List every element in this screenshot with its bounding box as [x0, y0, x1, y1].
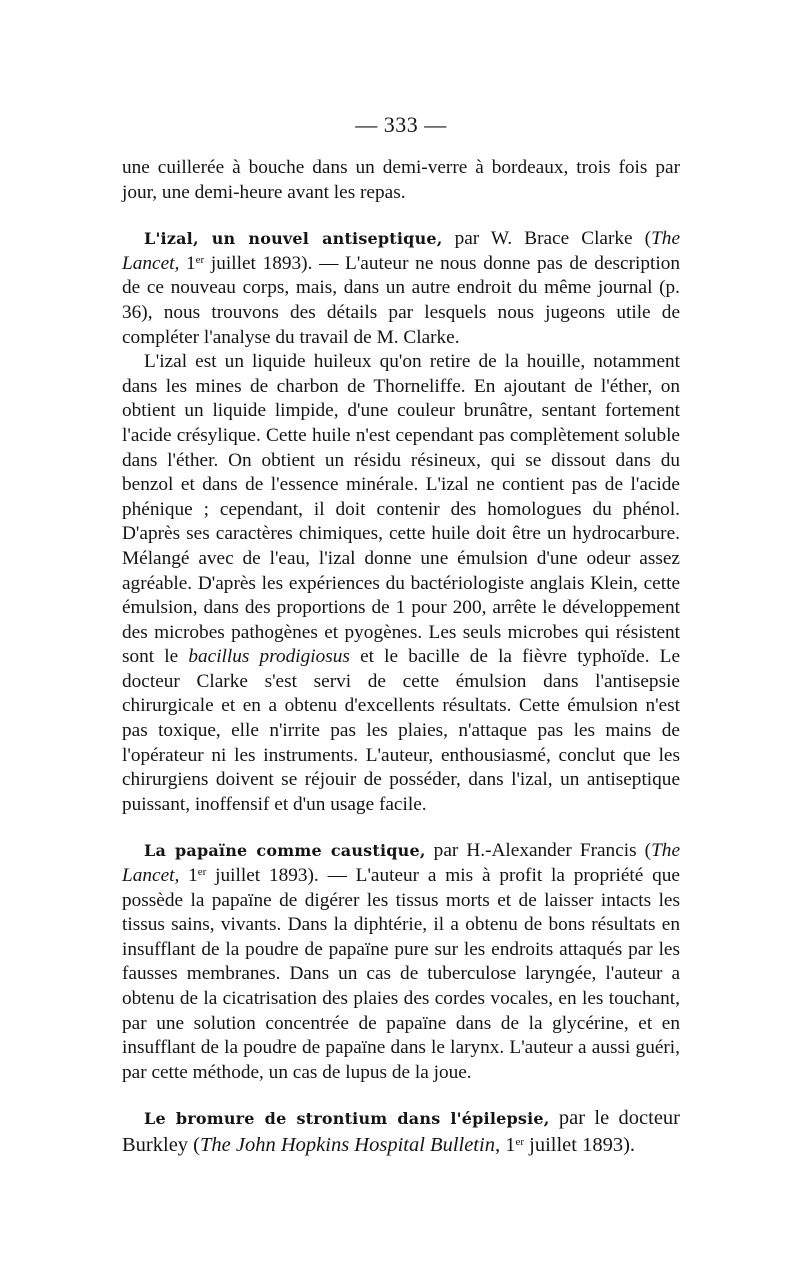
article-heading: Le bromure de strontium dans l'épilepsie,: [144, 1109, 550, 1129]
article-text: L'izal est un liquide huileux qu'on retire de la houille, notamment dans les mines de charbon de Thorneliffe. En ajoutant de l'éther, on obtient un liquide limpide, d'une couleur brunâtre, sentant fortement l'acide crésylique. Cette huile n'est cependant pas complètement soluble dans l'éther. On obtient un résidu résineux, qui se dissout dans du benzol et dans de l'essence minérale. L'izal ne contient pas de l'acide phénique ; cependant, il doit contenir des homologues du phénol. D'après ses caractères chimiques, cette huile doit être un hydrocarbure. Mélangé avec de l'eau, l'izal donne une émulsion d'une odeur assez agréable. D'après les expériences du bactériologiste anglais Klein, cette émulsion, dans des proportions de 1 pour 200, arrête le développement des microbes pathogènes et pyogènes. Les seuls microbes qui résistent sont le: [122, 351, 680, 668]
journal-name: The Lancet,: [122, 228, 680, 274]
page-number-value: 333: [383, 112, 419, 137]
article-izal: [122, 227, 680, 350]
article-text: 1: [179, 865, 198, 887]
article-izal-body: [122, 350, 680, 817]
page-number: [122, 112, 680, 138]
ordinal-suffix: er: [195, 253, 205, 266]
paragraph-continuation: [122, 156, 680, 205]
page-number-dash-left: —: [355, 112, 378, 137]
article-heading: La papaïne comme caustique,: [144, 841, 426, 861]
article-text: par le docteur Burkley (: [122, 1107, 680, 1157]
article-text: par W. Brace Clarke (: [442, 228, 652, 250]
page-number-dash-right: —: [424, 112, 447, 137]
article-bromure: [122, 1105, 680, 1158]
journal-name: The Lancet,: [122, 840, 680, 887]
ordinal-suffix: er: [515, 1136, 524, 1149]
journal-name: The John Hopkins Hospital Bulletin,: [200, 1134, 501, 1157]
article-text: juillet 1893). — L'auteur a mis à profit la propriété que possède la papaïne de digérer les tissus morts et de laisser intacts les tissus sains, vivants. Dans la diphtérie, il a obtenu de bons résultats en insufflant de la poudre de papaïne pure sur les endroits attaqués par les fausses membranes. Dans un cas de tuberculose laryngée, l'auteur a obtenu de la cicatrisation des plaies des cordes vocales, en les touchant, par une solution concentrée de papaïne dans de la glycérine, et en insufflant de la poudre de papaïne dans le larynx. L'auteur a aussi guéri, par cette méthode, un cas de lupus de la joue.: [122, 865, 680, 1083]
article-papaine: [122, 839, 680, 1085]
article-heading: L'izal, un nouvel antiseptique,: [144, 229, 443, 249]
article-text: juillet 1893). — L'auteur ne nous donne pas de description de ce nouveau corps, mais, dans un autre endroit du même journal (p. 36), nous trouvons des détails par lesquels nous jugeons utile de compléter l'analyse du travail de M. Clarke.: [122, 252, 680, 348]
document-page: [122, 112, 680, 1158]
paragraph-text: une cuillerée à bouche dans un demi-verre à bordeaux, trois fois par jour, une demi-heure avant les repas.: [122, 157, 680, 203]
ordinal-suffix: er: [197, 866, 207, 879]
article-text: juillet 1893).: [524, 1134, 636, 1157]
article-text: et le bacille de la fièvre typhoïde. Le docteur Clarke s'est servi de cette émulsion dans l'antisepsie chirurgicale et en a obtenu d'excellents résultats. Cette émulsion n'est pas toxique, elle n'irrite pas les plaies, n'attaque pas les mains de l'opérateur ni les instruments. L'auteur, enthousiasmé, conclut que les chirurgiens doivent se réjouir de posséder, dans l'izal, un antiseptique puissant, inoffensif et d'un usage facile.: [122, 646, 681, 815]
species-name: bacillus prodigiosus: [188, 646, 350, 668]
article-text: par H.-Alexander Francis (: [425, 840, 652, 862]
article-text: 1: [179, 252, 196, 274]
article-text: 1: [500, 1134, 516, 1157]
